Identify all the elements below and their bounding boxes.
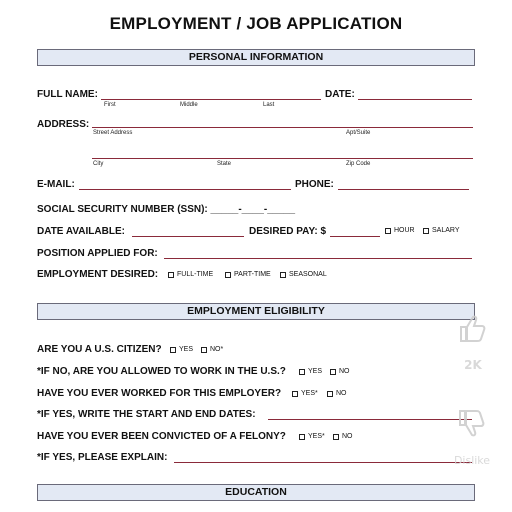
city-state-zip-field[interactable] bbox=[92, 158, 473, 159]
full-time-checkbox[interactable] bbox=[168, 272, 174, 278]
part-time-option[interactable] bbox=[225, 271, 271, 278]
seasonal-option[interactable] bbox=[280, 271, 327, 278]
felony-yes-label: YES* bbox=[308, 433, 325, 440]
desired-pay-label: DESIRED PAY: $ bbox=[249, 226, 327, 237]
section-header-eligibility: EMPLOYMENT ELIGIBILITY bbox=[37, 303, 475, 320]
thumbs-down-icon-graphic bbox=[456, 407, 486, 441]
date-field[interactable] bbox=[358, 99, 472, 100]
phone-field[interactable] bbox=[338, 189, 469, 190]
allowed-yes-checkbox[interactable] bbox=[299, 369, 305, 375]
dislike-label: Dislike bbox=[453, 454, 491, 467]
date-label: DATE: bbox=[325, 89, 355, 100]
employment-desired-label: EMPLOYMENT DESIRED: bbox=[37, 269, 159, 280]
email-field[interactable] bbox=[79, 189, 291, 190]
first-name-caption: First bbox=[104, 102, 116, 108]
like-count: 2K bbox=[464, 358, 482, 372]
position-field[interactable] bbox=[164, 258, 472, 259]
date-available-label: DATE AVAILABLE: bbox=[37, 226, 125, 237]
explain-label: *IF YES, PLEASE EXPLAIN: bbox=[37, 452, 168, 463]
city-caption: City bbox=[93, 161, 104, 167]
felony-question: HAVE YOU EVER BEEN CONVICTED OF A FELONY? bbox=[37, 431, 286, 442]
citizen-yes-checkbox[interactable] bbox=[170, 347, 176, 353]
allowed-yes-label: YES bbox=[308, 368, 323, 375]
full-time-label: FULL-TIME bbox=[177, 271, 214, 278]
citizen-no-label: NO* bbox=[210, 346, 224, 353]
felony-no-option[interactable] bbox=[333, 433, 353, 440]
section-header-personal: PERSONAL INFORMATION bbox=[37, 49, 475, 66]
thumbs-up-icon[interactable] bbox=[456, 313, 488, 347]
email-label: E-MAIL: bbox=[37, 179, 75, 190]
full-name-label: FULL NAME: bbox=[37, 89, 98, 100]
zip-caption: Zip Code bbox=[346, 161, 371, 167]
citizen-no-checkbox[interactable] bbox=[201, 347, 207, 353]
position-label: POSITION APPLIED FOR: bbox=[37, 248, 158, 259]
worked-no-checkbox[interactable] bbox=[327, 391, 333, 397]
apt-caption: Apt/Suite bbox=[346, 130, 371, 136]
felony-no-label: NO bbox=[342, 433, 353, 440]
allowed-question: *IF NO, ARE YOU ALLOWED TO WORK IN THE U.S.? bbox=[37, 366, 286, 377]
felony-no-checkbox[interactable] bbox=[333, 434, 339, 440]
worked-no-option[interactable] bbox=[327, 390, 347, 397]
ssn-label[interactable]: SOCIAL SECURITY NUMBER (SSN): _____-____-_____ bbox=[37, 204, 296, 215]
thumbs-up-icon-graphic bbox=[457, 313, 487, 345]
street-caption: Street Address bbox=[93, 130, 133, 136]
worked-yes-label: YES* bbox=[301, 390, 318, 397]
salary-checkbox[interactable] bbox=[423, 228, 429, 234]
dates-question: *IF YES, WRITE THE START AND END DATES: bbox=[37, 409, 256, 420]
dates-field[interactable] bbox=[268, 419, 472, 420]
worked-yes-option[interactable] bbox=[292, 390, 318, 397]
state-caption: State bbox=[217, 161, 232, 167]
allowed-no-label: NO bbox=[339, 368, 350, 375]
hour-option-label: HOUR bbox=[394, 227, 415, 234]
worked-no-label: NO bbox=[336, 390, 347, 397]
hour-option[interactable] bbox=[385, 227, 415, 234]
worked-question: HAVE YOU EVER WORKED FOR THIS EMPLOYER? bbox=[37, 388, 282, 399]
form-title: EMPLOYMENT / JOB APPLICATION bbox=[109, 14, 403, 33]
desired-pay-field[interactable] bbox=[330, 236, 380, 237]
seasonal-label: SEASONAL bbox=[289, 271, 327, 278]
citizen-no-option[interactable] bbox=[201, 346, 223, 353]
worked-yes-checkbox[interactable] bbox=[292, 391, 298, 397]
citizen-yes-label: YES bbox=[179, 346, 194, 353]
allowed-no-checkbox[interactable] bbox=[330, 369, 336, 375]
phone-label: PHONE: bbox=[295, 179, 334, 190]
street-address-field[interactable] bbox=[92, 127, 473, 128]
middle-name-caption: Middle bbox=[180, 102, 198, 108]
address-label: ADDRESS: bbox=[37, 119, 90, 130]
hour-checkbox[interactable] bbox=[385, 228, 391, 234]
salary-option[interactable] bbox=[423, 227, 460, 234]
allowed-yes-option[interactable] bbox=[299, 368, 322, 375]
salary-option-label: SALARY bbox=[432, 227, 460, 234]
citizen-question: ARE YOU A U.S. CITIZEN? bbox=[37, 344, 162, 355]
section-header-education: EDUCATION bbox=[37, 484, 475, 501]
felony-yes-checkbox[interactable] bbox=[299, 434, 305, 440]
part-time-checkbox[interactable] bbox=[225, 272, 231, 278]
date-available-field[interactable] bbox=[132, 236, 244, 237]
explain-field[interactable] bbox=[174, 462, 472, 463]
seasonal-checkbox[interactable] bbox=[280, 272, 286, 278]
part-time-label: PART-TIME bbox=[234, 271, 271, 278]
full-time-option[interactable] bbox=[168, 271, 213, 278]
allowed-no-option[interactable] bbox=[330, 368, 350, 375]
last-name-caption: Last bbox=[263, 102, 275, 108]
felony-yes-option[interactable] bbox=[299, 433, 325, 440]
citizen-yes-option[interactable] bbox=[170, 346, 193, 353]
thumbs-down-icon[interactable] bbox=[455, 407, 487, 443]
full-name-field[interactable] bbox=[101, 99, 321, 100]
